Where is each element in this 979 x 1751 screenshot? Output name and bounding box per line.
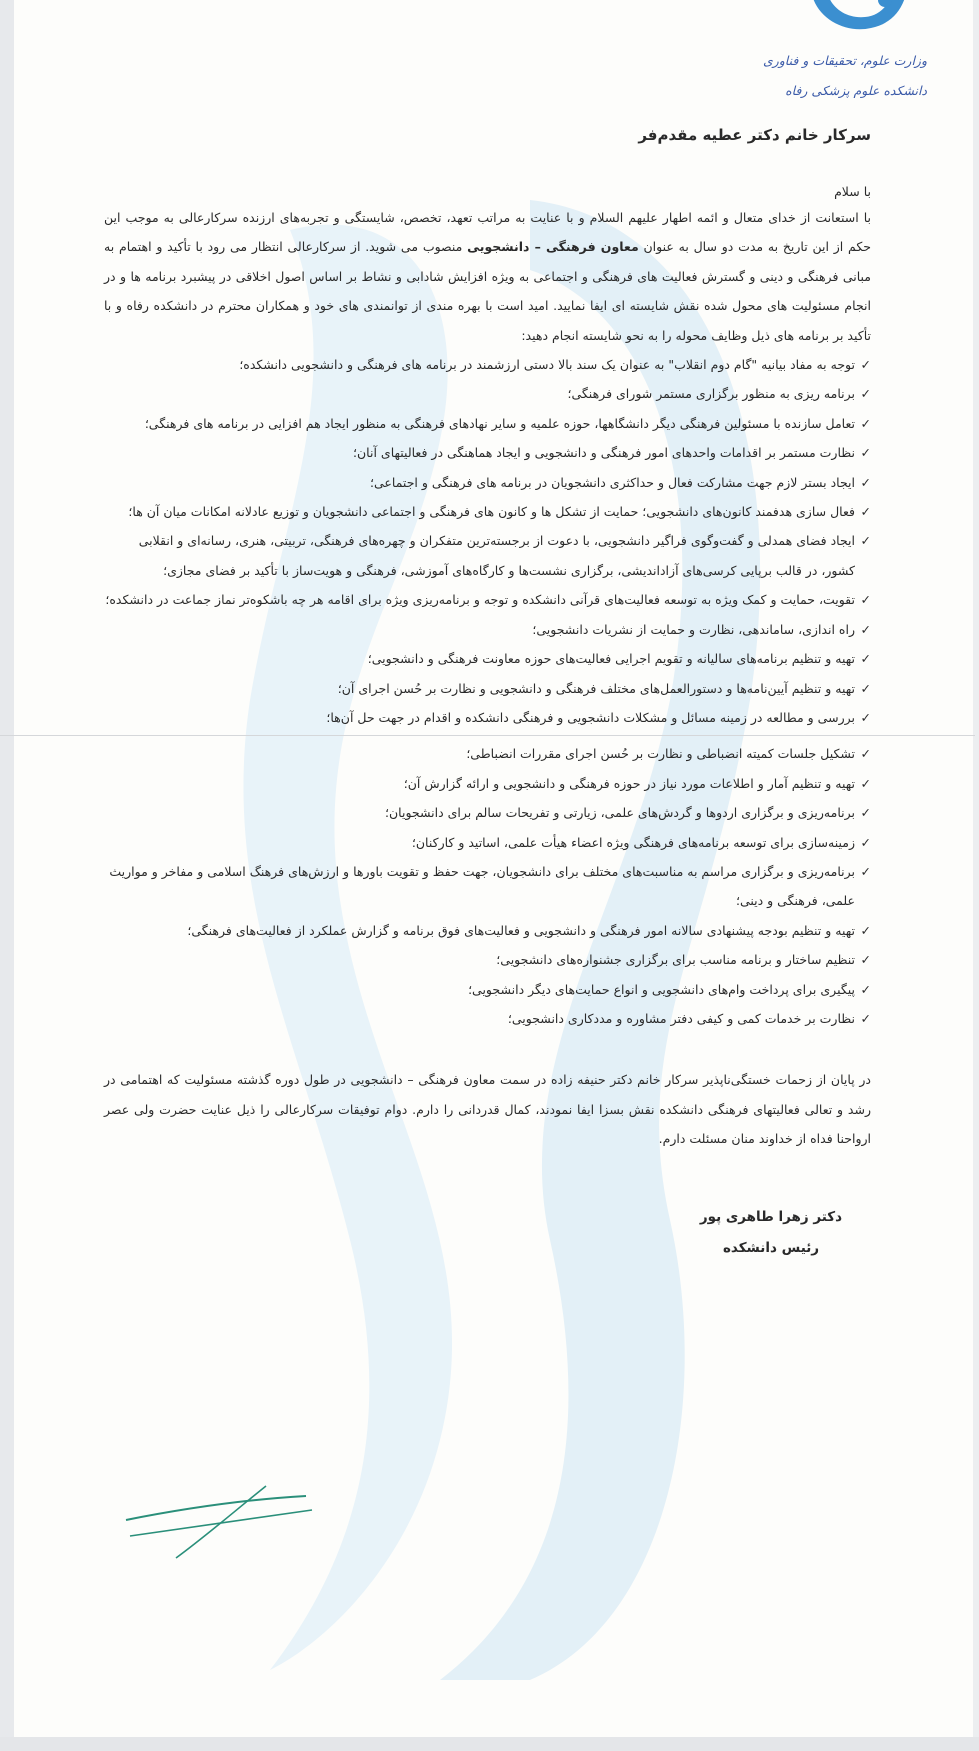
duty-text: برنامه‌ریزی و برگزاری مراسم به مناسبت‌های مختلف برای دانشجویان، جهت حفظ و تقویت باورها و ارزش‌های فرهنگ اسلامی و مفاخر و مواریث علمی، فرهنگی و دینی؛ (109, 863, 855, 909)
signature-block (671, 1202, 871, 1264)
appointment-letter (104, 126, 871, 1264)
duty-item (104, 945, 871, 974)
duty-item (104, 975, 871, 1004)
checkmark-icon: ✓ (860, 357, 871, 373)
checkmark-icon: ✓ (860, 834, 871, 850)
handwritten-signature (116, 1480, 316, 1560)
checkmark-icon: ✓ (860, 863, 871, 879)
duty-item (104, 497, 871, 526)
duty-text: تهیه و تنظیم آمار و اطلاعات مورد نیاز در حوزه فرهنگی و دانشجویی و ارائه گزارش آن؛ (403, 775, 855, 791)
college-line: دانشکده علوم پزشکی رفاه (785, 83, 927, 98)
duty-item (104, 379, 871, 408)
salutation: با سلام (834, 184, 871, 199)
signatory-name: دکتر زهرا طاهری پور (699, 1208, 843, 1225)
duty-item (104, 350, 871, 379)
page-frame-left (0, 0, 14, 1751)
duty-item (104, 857, 871, 916)
duty-text: تهیه و تنظیم برنامه‌های سالیانه و تقویم اجرایی فعالیت‌های حوزه معاونت فرهنگی و دانشجویی؛ (367, 651, 855, 667)
checkmark-icon: ✓ (860, 504, 871, 520)
duty-text: فعال سازی هدفمند کانون‌های دانشجویی؛ حمایت از تشکل ها و کانون های فرهنگی و اجتماعی دانشجویان و توزیع عادلانه امکانات میان آن ها؛ (128, 504, 855, 520)
checkmark-icon: ✓ (860, 1010, 871, 1026)
closing-paragraph: در پایان از زحمات خستگی‌ناپذیر سرکار خانم دکتر حنیفه زاده در سمت معاون فرهنگی – دانشجویی در طول دوره گذشته مسئولیت که اهتمامی در رشد و تعالی فعالیتهای فرهنگی دانشکده نقش بسزا ایفا نمودند، کمال قدردانی را دارم. دوام توفیقات سرکارعالی را ذیل عنایت حضرت ولی عصر ارواحنا فداه از خداوند منان مسئلت دارم. (104, 1072, 871, 1147)
checkmark-icon: ✓ (860, 981, 871, 997)
page-frame-bottom (0, 1737, 979, 1751)
duty-text: تنظیم ساختار و برنامه مناسب برای برگزاری جشنواره‌های دانشجویی؛ (496, 952, 855, 968)
duty-item (104, 1004, 871, 1033)
duties-list (104, 350, 871, 1033)
duty-item (104, 703, 871, 732)
duty-text: ایجاد فضای همدلی و گفت‌وگوی فراگیر دانشجویی، با دعوت از برجسته‌ترین متفکران و چهره‌های فرهنگی، تربیتی، هنری، رسانه‌ای و انقلابی کشور، در قالب برپایی کرسی‌های آزاداندیشی، برگزاری نشست‌ها و کارگاه‌های آموزشی، فرهنگی و هویت‌ساز با تأکید بر فضای مجازی؛ (138, 533, 855, 578)
duty-text: ایجاد بستر لازم جهت مشارکت فعال و حداکثری دانشجویان در برنامه های فرهنگی و اجتماعی؛ (370, 474, 855, 490)
duty-item (104, 615, 871, 644)
checkmark-icon: ✓ (860, 709, 871, 725)
page-frame-right (973, 0, 979, 1751)
duty-text: تشکیل جلسات کمیته انضباطی و نظارت بر حُسن اجرای مقررات انضباطی؛ (466, 746, 855, 762)
scan-seam-line (0, 735, 975, 736)
duty-text: تهیه و تنظیم بودجه پیشنهادی سالانه امور فرهنگی و دانشجویی و فعالیت‌های فوق برنامه و گزارش عملکرد از فعالیت‌های فرهنگی؛ (187, 922, 855, 938)
duty-item (104, 585, 871, 614)
checkmark-icon: ✓ (860, 386, 871, 402)
checkmark-icon: ✓ (860, 621, 871, 637)
duty-item (104, 769, 871, 798)
checkmark-icon: ✓ (860, 533, 871, 549)
checkmark-icon: ✓ (860, 680, 871, 696)
checkmark-icon: ✓ (860, 474, 871, 490)
duty-text: بررسی و مطالعه در زمینه مسائل و مشکلات دانشجویی و فرهنگی دانشکده و اقدام در جهت حل آن‌ها؛ (326, 709, 855, 725)
checkmark-icon: ✓ (860, 445, 871, 461)
recipient-name: سرکار خانم دکتر عطیه مقدم‌فر (638, 126, 871, 144)
duty-item (104, 828, 871, 857)
checkmark-icon: ✓ (860, 952, 871, 968)
body-part-2: منصوب می شوید. از سرکارعالی انتظار می رود با تأکید و اهتمام به مبانی فرهنگی و دینی و گسترش فعالیت های فرهنگی و اجتماعی به ویژه افزایش شادابی و نشاط بر اساس اصول اخلاقی در پیشبرد برنامه ها و در انجام مسئولیت های محول شده نقش شایسته ای ایفا نمایید. امید است با بهره مندی از توانمندی های خود و همکاران محترم در دانشکده رفاه و با تأکید بر برنامه های ذیل وظایف محوله را به نحو شایسته انجام دهید: (104, 239, 871, 343)
duty-item (104, 916, 871, 945)
checkmark-icon: ✓ (860, 592, 871, 608)
duty-text: تهیه و تنظیم آیین‌نامه‌ها و دستورالعمل‌های مختلف فرهنگی و دانشجویی و نظارت بر حُسن اجرای آن؛ (337, 680, 855, 696)
letter-body (104, 203, 871, 350)
duty-text: پیگیری برای پرداخت وام‌های دانشجویی و انواع حمایت‌های دیگر دانشجویی؛ (468, 981, 855, 997)
checkmark-icon: ✓ (860, 746, 871, 762)
duty-text: زمینه‌سازی برای توسعه برنامه‌های فرهنگی ویژه اعضاء هیأت علمی، اساتید و کارکنان؛ (411, 834, 855, 850)
body-part-1: با استعانت از خدای متعال و ائمه اطهار علیهم السلام و با عنایت به مراتب تعهد، تخصص، شایستگی و تجربه‌های ارزنده سرکارعالی به موجب این حکم از این تاریخ به مدت دو سال به عنوان (104, 210, 871, 255)
duty-item (104, 798, 871, 827)
checkmark-icon: ✓ (860, 651, 871, 667)
duty-item (104, 526, 871, 585)
duty-text: تقویت، حمایت و کمک ویژه به توسعه فعالیت‌های قرآنی دانشکده و توجه و برنامه‌ریزی ویژه برای اقامه هر چه باشکوه‌تر نماز جماعت در دانشکده؛ (105, 592, 855, 608)
university-logo (799, 0, 919, 38)
duty-item (104, 409, 871, 438)
duty-text: برنامه‌ریزی و برگزاری اردوها و گردش‌های علمی، زیارتی و تفریحات سالم برای دانشجویان؛ (385, 805, 855, 821)
appointed-position: معاون فرهنگی – دانشجویی (467, 239, 639, 255)
checkmark-icon: ✓ (860, 922, 871, 938)
duty-item (104, 674, 871, 703)
checkmark-icon: ✓ (860, 775, 871, 791)
duty-item (104, 739, 871, 768)
duty-item (104, 468, 871, 497)
duty-text: تعامل سازنده با مسئولین فرهنگی دیگر دانشگاهها، حوزه علمیه و سایر نهادهای فرهنگی به منظور ایجاد هم افزایی در برنامه های فرهنگی؛ (144, 415, 855, 431)
ministry-line: وزارت علوم، تحقیقات و فناوری (762, 53, 927, 68)
duty-item (104, 438, 871, 467)
checkmark-icon: ✓ (860, 805, 871, 821)
signatory-title: رئیس دانشکده (722, 1239, 820, 1256)
duty-text: برنامه ریزی به منظور برگزاری مستمر شورای فرهنگی؛ (567, 386, 855, 402)
duty-text: راه اندازی، ساماندهی، نظارت و حمایت از نشریات دانشجویی؛ (532, 621, 855, 637)
duty-item (104, 644, 871, 673)
duty-text: نظارت مستمر بر اقدامات واحدهای امور فرهنگی و دانشجویی و ایجاد هماهنگی در فعالیتهای آنان؛ (353, 445, 855, 461)
duty-text: توجه به مفاد بیانیه "گام دوم انقلاب" به عنوان یک سند بالا دستی ارزشمند در برنامه های فرهنگی و دانشجویی دانشکده؛ (239, 357, 855, 373)
letterhead-text (687, 46, 927, 106)
duty-text: نظارت بر خدمات کمی و کیفی دفتر مشاوره و مددکاری دانشجویی؛ (507, 1010, 855, 1026)
checkmark-icon: ✓ (860, 415, 871, 431)
